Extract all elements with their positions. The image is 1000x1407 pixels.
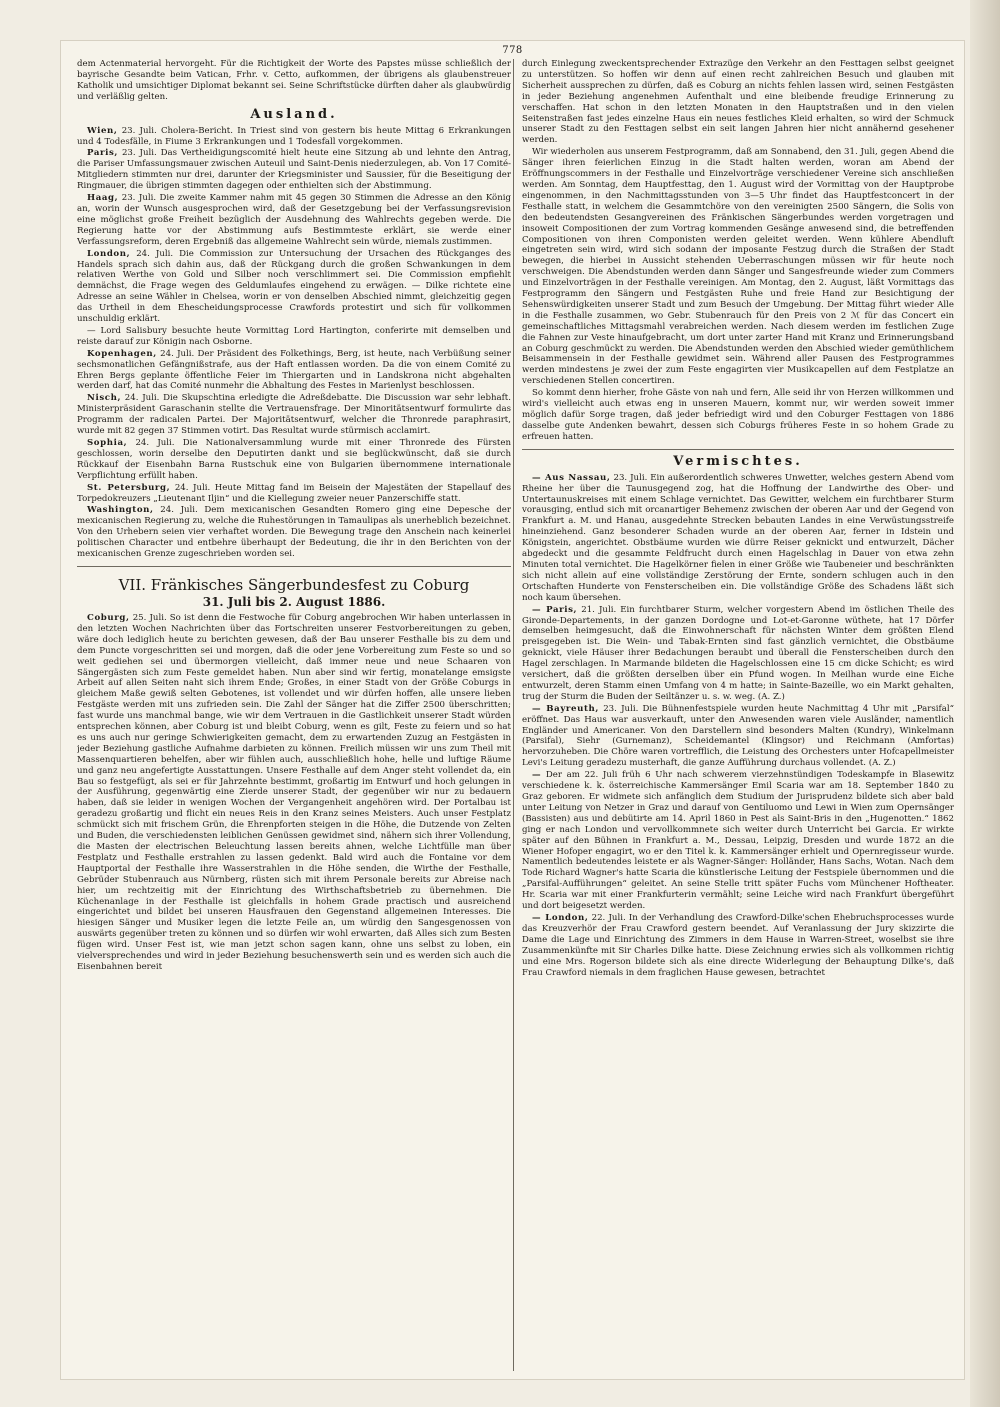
section-divider	[522, 449, 954, 450]
news-item-text: 24. Juli. Die Skupschtina erledigte die Adreßdebatte. Die Discussion war sehr lebhaft. Ministerpräsident Garaschanin stellte die Vertrauensfrage. Der Minoritätsentwurf formulirte das Programm der radicalen Partei. Der Majoritätsentwurf, welcher die Thronrede paraphrasirt, wurde mit 82 gegen 37 Stimmen votirt. Das Resultat wurde stürmisch acclamirt.	[77, 393, 511, 437]
fest-report-text: 25. Juli. So ist denn die Festwoche für Coburg angebrochen Wir haben unterlassen in den letzten Wochen Nachrichten über das Fortschreiten unserer Festvorbereitungen zu geben, wäre doch lediglich heute zu berichten gewesen, daß der Bau unserer Festhalle bis zu dem und dem Puncte vorgeschritten sei und morgen, daß die oder jene Vorbereitung zum Feste so und so weit gediehen sei und übermorgen vielleicht, daß immer neue und neue Schaaren von Sängergästen sich zum Feste gemeldet haben. Nun aber sind wir fertig, monatelange emsigste Arbeit auf allen Seiten naht sich ihrem Ende; Großes, in einer Stadt von der Größe Coburgs in gleichem Maße gewiß selten Gebotenes, ist vollendet und wir dürfen hoffen, alle unsere lieben Festgäste werden mit uns zufrieden sein. Die Zahl der Sänger hat die Ziffer 2500 überschritten; fast wurde uns manchmal bange, wie wir dem Vertrauen in die Gastlichkeit unserer Stadt würden entsprechen können, aber Coburg ist und bleibt Coburg, wenn es gilt, Feste zu feiern und so hat es uns auch nur geringe Schwierigkeiten gemacht, dem zu erwartenden Zuzug an Festgästen in jeder Beziehung gastliche Aufnahme darbieten zu können. Freilich müssen wir uns zum Theil mit Massenquartieren behelfen, aber wir fühlen auch, ausschließlich hohe, helle und luftige Räume und ganz neu angefertigte Ausstattungen. Unsere Festhalle auf dem Anger steht vollendet da, ein Bau so festgefügt, als sei er für Jahrzehnte bestimmt, großartig im Entwurf und hoch gelungen in der Ausführung, gegenwärtig eine Zierde unserer Stadt, der gegenüber wir nur zu bedauern haben, daß sie leider in wenigen Wochen der Vergangenheit angehören wird. Der Portalbau ist geradezu großartig und flicht ein neues Reis in den Kranz seines Meisters. Auch unser Festplatz schmückt sich mit frischem Grün, die Ehrenpforten steigen in die Höhe, die Dutzende von Zelten und Buden, die verschiedensten leiblichen Genüssen gewidmet sind, nähern sich ihrer Vollendung, die Masten der electrischen Beleuchtung lassen bereits ahnen, welche Lichtfülle man über Festplatz und Festhalle erstrahlen zu lassen gedenkt. Bald wird auch die Fontaine vor dem Hauptportal der Festhalle ihre Wasserstrahlen in die Höhe senden, die Wirthe der Festhalle, Gebrüder Stubenrauch aus Nürnberg, rüsten sich mit ihrem Personale bereits zur Abreise nach hier, um rechtzeitig mit der Einrichtung des Wirthschaftsbetrieb zu übernehmen. Die Küchenanlage in der Festhalle ist gleichfalls in hohem Grade practisch und ausreichend eingerichtet und bildet bei unseren Hausfrauen den Gegenstand allgemeinen Interesses. Die hiesigen Sänger und Musiker legen die letzte Feile an, um würdig den Sangesgenossen von auswärts gegenüber treten zu können und so dürfen wir wohl erwarten, daß Alles sich zum Besten fügen wird. Unser Fest ist, wie man jetzt schon sagen kann, ohne uns selbst zu loben, ein vielversprechendes und wird in jeder Beziehung besuchenswerth sein und es werden sich auch die Eisenbahnen bereit	[77, 612, 511, 972]
page-edge	[970, 0, 1000, 1407]
news-item	[522, 770, 954, 912]
dateline-place: — Aus Nassau,	[532, 472, 611, 483]
news-item	[77, 126, 511, 148]
intro-paragraph: dem Actenmaterial hervorgeht. Für die Richtigkeit der Worte des Papstes müsse schließlich der bayrische Gesandte beim Vatican, Frhr. v. Cetto, aufkommen, der übrigens als glaubenstreuer Katholik und umsichtiger Diplomat bekannt sei. Seine Schriftstücke dürften daher als glaubwürdig und verläßlig gelten.	[77, 59, 511, 102]
dateline-place: Haag,	[87, 193, 119, 204]
dateline-place: — Paris,	[532, 604, 578, 615]
chapter-date: 31. Juli bis 2. August 1886.	[202, 594, 386, 609]
news-item	[77, 193, 511, 248]
news-item	[522, 913, 954, 978]
dateline-place: — Bayreuth,	[532, 703, 599, 714]
ausland-news-list	[77, 126, 511, 560]
dateline-place: Coburg,	[87, 612, 130, 623]
news-item	[77, 438, 511, 482]
left-column	[77, 59, 511, 1371]
page-number: 778	[502, 45, 523, 56]
section-divider	[77, 566, 511, 567]
dateline-place: Paris,	[87, 148, 119, 159]
news-item	[77, 505, 511, 560]
fest-continued-paragraph: durch Einlegung zweckentsprechender Extrazüge den Verkehr an den Festtagen selbst geeignet zu unterstützen. So hoffen wir denn auf einen recht zahlreichen Besuch und glauben mit Sicherheit aussprechen zu dürfen, daß es Coburg an nichts fehlen lassen wird, seinen Festgästen in jeder Beziehung angenehmen Aufenthalt und eine bleibende freudige Erinnerung zu verschaffen. Hat schon in den letzten Monaten in den Hauptstraßen und in den vielen Seitenstraßen fast jedes einzelne Haus ein neues festliches Kleid erhalten, so wird der Schmuck unserer Stadt zu den Festtagen selbst ein seit langen Jahren hier nicht annähernd gesehener werden.	[522, 59, 954, 146]
news-item-text: 21. Juli. Ein furchtbarer Sturm, welcher vorgestern Abend im östlichen Theile des Gironde-Departements, in der ganzen Dordogne und Lot-et-Garonne wüthete, hat 17 Dörfer demselben heimgesucht, daß die Einwohnerschaft für nächsten Winter dem größten Elend preisgegeben ist. Die Wein- und Tabak-Ernten sind fast gänzlich vernichtet, die Obstbäume geknickt, viele Häuser ihrer Bedachungen beraubt und überall die Fensterscheiben durch den Hagel zerschlagen. In Marmande bildeten die Hagelschlossen eine 15 cm dicke Schicht; es wird versichert, daß die größten derselben über ein Pfund wogen. In Meilhan wurde eine Eiche entwurzelt, deren Stamm einen Umfang von 4 m hatte; in Sainte-Bazeille, wo ein Markt gehalten, trug der Sturm die Buden der Seiltänzer u. s. w. weg. (A. Z.)	[522, 604, 954, 702]
news-item-text: 23. Juli. Die zweite Kammer nahm mit 45 gegen 30 Stimmen die Adresse an den König an, worin der Wunsch ausgesprochen wird, daß der Gesetzgebung bei der Verfassungsrevision eine möglichst große Freiheit bezüglich der Ausdehnung des Wahlrechts gegeben werde. Die Regierung hatte vor der Abstimmung aufs Bestimmteste erklärt, sie werde einer Verfassungsreform, deren Ergebniß das allgemeine Wahlrecht sein würde, niemals zustimmen.	[77, 193, 511, 247]
news-item-text: 24. Juli. Dem mexicanischen Gesandten Romero ging eine Depesche der mexicanischen Regierung zu, welche die Ruhestörungen in Tamaulipas als unerheblich bezeichnet. Von den Urhebern seien vier verhaftet worden. Die Bewegung trage den Anschein nach keinerlei politischen Character und entbehre überhaupt der Bedeutung, die ihr in den Berichten von der mexicanischen Grenze zugeschrieben worden sei.	[77, 505, 511, 560]
news-item-text: 24. Juli. Die Commission zur Untersuchung der Ursachen des Rückganges des Handels sprach sich dahin aus, daß der Rückgang durch die großen Schwankungen in dem relativen Werthe von Gold und Silber noch verschlimmert sei. Die Commission empfiehlt demnächst, die Frage wegen des Geldumlaufes eingehend zu erwägen. — Dilke richtete eine Adresse an seine Wähler in Chelsea, worin er von denselben Abschied nimmt, gleichzeitig gegen das Urtheil in dem Ehescheidungsprocesse Crawfords protestirt und sich für vollkommen unschuldig erklärt.	[77, 248, 511, 325]
chapter-title: VII. Fränkisches Sängerbundesfest zu Coburg	[118, 575, 470, 594]
news-item	[77, 483, 511, 505]
news-item	[522, 605, 954, 703]
news-item	[522, 704, 954, 769]
dateline-place: Wien,	[87, 125, 118, 136]
news-item	[77, 148, 511, 192]
fest-welcome-paragraph: So kommt denn hierher, frohe Gäste von nah und fern, Alle seid ihr von Herzen willkommen und wird's vielleicht auch etwas eng in unseren Mauern, kommt nur, wir werden soweit immer möglich dafür Sorge tragen, daß jeder befriedigt wird und den Coburger Festtagen von 1886 dasselbe gute Andenken bewahrt, dessen sich Coburgs früheres Feste in so hohem Grade zu erfreuen hatten.	[522, 388, 954, 442]
news-item	[77, 326, 511, 348]
news-item-text: — Lord Salisbury besuchte heute Vormittag Lord Hartington, conferirte mit demselben und reiste darauf zur Königin nach Osborne.	[77, 325, 511, 347]
dateline-place: Kopenhagen,	[87, 348, 157, 359]
news-item	[77, 349, 511, 393]
newspaper-page	[60, 40, 965, 1380]
news-item-text: 23. Juli. Die Bühnenfestspiele wurden heute Nachmittag 4 Uhr mit „Parsifal“ eröffnet. Das Haus war ausverkauft, unter den Anwesenden waren viele Ausländer, namentlich Engländer und Americaner. Von den Darstellern sind besonders Malten (Kundry), Winkelmann (Parsifal), Siehr (Gurnemanz), Scheidemantel (Klingsor) und Reichmann (Amfortas) hervorzuheben. Die Chöre waren vortrefflich, die Leistung des Orchesters unter Hofcapellmeister Levi's Leitung geradezu musterhaft, die ganze Aufführung durchaus vollendet. (A. Z.)	[522, 703, 954, 769]
dateline-place: Washington,	[87, 505, 154, 516]
news-item	[77, 249, 511, 325]
news-item-text: 23. Juli. Ein außerordentlich schweres Unwetter, welches gestern Abend vom Rheine her über die Taunusgegend zog, hat die Hoffnung der Landwirthe des Ober- und Untertaunuskreises mit einem Schlage vernichtet. Das Gewitter, welchem ein furchtbarer Sturm vorausging, entlud sich mit orcanartiger Behemenz zwischen der oberen Aar und der Gegend von Frankfurt a. M. und Hanau, ausgedehnte Strecken bebauten Landes in eine Verwüstungsstreife hineinziehend. Ganz besonderer Schaden wurde an der oberen Aar, ferner in Idstein und Königstein, angerichtet. Obstbäume wurden wie dürre Reiser geknickt und entwurzelt, Dächer abgedeckt und die gesammte Feldfrucht durch einen Hagelschlag in Dauer von etwa zehn Minuten total vernichtet. Die Hagelkörner fielen in einer Größe wie Taubeneier und beschränkten sich nicht allein auf eine vollständige Zerstörung der Ernte, sondern schlugen auch in den Ortschaften Hunderte von Fensterscheiben ein. Die vollständige Größe des Schadens läßt sich noch kaum übersehen.	[522, 472, 954, 603]
vermischtes-heading: Vermischtes.	[673, 453, 803, 469]
news-item	[522, 473, 954, 604]
dateline-place: Sophia,	[87, 438, 128, 448]
news-item-text: 24. Juli. Heute Mittag fand im Beisein der Majestäten der Stapellauf des Torpedokreuzers „Lieutenant Iljin“ und die Kiellegung zweier neuer Panzerschiffe statt.	[77, 482, 511, 504]
dateline-place: — London,	[532, 912, 589, 923]
news-item	[77, 393, 511, 437]
news-item-text: 24. Juli. Die Nationalversammlung wurde mit einer Thronrede des Fürsten geschlossen, worin derselbe den Deputirten dankt und sie beglückwünscht, daß sie durch Rückkauf der Eisenbahn Barna Rustschuk eine von Bulgarien übernommene internationale Verpflichtung erfüllt haben.	[77, 438, 511, 481]
dateline-place: Nisch,	[87, 393, 122, 404]
fest-report-paragraph	[77, 613, 511, 973]
right-column	[513, 59, 954, 1371]
ausland-heading: Ausland.	[250, 106, 338, 122]
news-item-text: 24. Juli. Der Präsident des Folkethings, Berg, ist heute, nach Verbüßung seiner sechsmonatlichen Gefängnißstrafe, aus der Haft entlassen worden. Da die von einem Comité zu Ehren Bergs geplante öffentliche Feier im Thiergarten und in Landskrona nicht abgehalten werden darf, hat das Comité nunmehr die Abhaltung des Festes in Marienlyst beschlossen.	[77, 348, 511, 392]
dateline-place: St. Petersburg,	[87, 482, 171, 493]
news-item-text: Der am 22. Juli früh 6 Uhr nach schwerem vierzehnstündigen Todeskampfe in Blasewitz verschiedene k. k. österreichische Kammersänger Emil Scaria war am 18. September 1840 zu Graz geboren. Er widmete sich anfänglich dem Studium der Jurisprudenz bildete sich aber bald unter Leitung von Netzer in Graz und darauf von Gentiluomo und Lewi in Wien zum Opernsänger (Bassisten) aus und debütirte am 14. April 1860 in Pest als Saint-Bris in den „Hugenotten.“ 1862 ging er nach London und vervollkommnete sich weiter durch Unterricht bei Garcia. Er wirkte später auf den Bühnen in Frankfurt a. M., Dessau, Leipzig, Dresden und wurde 1872 an die Wiener Hofoper engagirt, wo er den Titel k. k. Kammersänger erhielt und Opernregisseur wurde. Namentlich bedeutendes leistete er als Wagner-Sänger: Holländer, Hans Sachs, Wotan. Nach dem Tode Richard Wagner's hatte Scaria die künstlerische Leitung der Festspiele übernommen und die „Parsifal-Aufführungen“ geleitet. An seine Stelle tritt später Fuchs vom Münchener Hoftheater. Hr. Scaria war mit einer Frankfurterin vermählt; seine Leiche wird nach Frankfurt übergeführt und dort beigesetzt werden.	[522, 770, 954, 912]
news-item-text: 23. Juli. Das Vertheidigungscomité hielt heute eine Sitzung ab und lehnte den Antrag, die Pariser Umfassungsmauer zwischen Auteuil und Saint-Denis niederzulegen, ab. Von 17 Comité-Mitgliedern stimmten nur drei, darunter der Kriegsminister und Saussier, für die Beseitigung der Ringmauer, die übrigen stimmten dagegen oder enthielten sich der Abstimmung.	[77, 148, 511, 192]
vermischtes-news-list	[522, 473, 954, 979]
news-item-text: 22. Juli. In der Verhandlung des Crawford-Dilke'schen Ehebruchsprocesses wurde das Kreuzverhör der Frau Crawford gestern beendet. Auf Veranlassung der Jury skizzirte die Dame die Lage und Einrichtung des Zimmers in dem Hause in Warren-Street, woselbst sie ihre Zusammenkünfte mit Sir Charles Dilke hatte. Diese Zeichnung erwies sich als vollkommen richtig und eine Mrs. Rogerson bildete sich als eine directe Widerlegung der Behauptung Dilke's, daß Frau Crawford niemals in dem fraglichen Hause gewesen, betrachtet	[522, 912, 954, 978]
fest-program-paragraph: Wir wiederholen aus unserem Festprogramm, daß am Sonnabend, den 31. Juli, gegen Abend die Sänger ihren feierlichen Einzug in die Stadt halten werden, woran am Abend der Eröffnungscommers in der Festhalle und Einzelvorträge verschiedener Vereine sich anschließen werden. Am Sonntag, dem Hauptfesttag, den 1. August wird der Vormittag von der Hauptprobe eingenommen, in den Nachmittagsstunden von 3—5 Uhr findet das Hauptfestconcert in der Festhalle statt, in welchem die Gesammtchöre von den vereinigten 2500 Sängern, die Solis von den bedeutendsten Gesangvereinen des Fränkischen Sängerbundes werden vorgetragen und insoweit Compositionen der zum Vortrag kommenden Gesänge anwesend sind, die betreffenden Compositionen von ihren Componisten werden geleitet werden. Wenn kühlere Abendluft eingetreten sein wird, wird sich sodann der imposante Festzug durch die Straßen der Stadt bewegen, die hierbei in Aussicht stehenden Ueberraschungen müssen wir für heute noch verschweigen. Die Abendstunden werden dann Sänger und Sangesfreunde wieder zum Commers und Einzelvorträgen in der Festhalle vereinigen. Am Montag, den 2. August, läßt Vormittags das Festprogramm den Sängern und Festgästen Ruhe und freie Hand zur Besichtigung der Sehenswürdigkeiten unserer Stadt und zum Besuch der Umgebung. Der Mittag führt wieder Alle in die Festhalle zusammen, wo Gebr. Stubenrauch für den Preis von 2 ℳ für das Concert ein gemeinschaftliches Mittagsmahl verabreichen werden. Nach diesem werden im festlichen Zuge die Fahnen zur Veste hinaufgebracht, um dort unter zarter Hand mit Kranz und Erinnerungsband an Coburg geschmückt zu werden. Die Abendstunden werden den Abschied wieder gemüthlichem Beisammensein in der Festhalle gewidmet sein. Während aller Pausen des Festprogrammes werden mindestens je zwei der zum Feste engagirten vier Musikcapellen auf dem Festplatze an verschiedenen Stellen concertiren.	[522, 147, 954, 387]
dateline-place: —	[532, 770, 542, 781]
news-item-text: 23. Juli. Cholera-Bericht. In Triest sind von gestern bis heute Mittag 6 Erkrankungen und 4 Todesfälle, in Fiume 3 Erkrankungen und 1 Todesfall vorgekommen.	[77, 125, 511, 147]
dateline-place: London,	[87, 248, 131, 259]
